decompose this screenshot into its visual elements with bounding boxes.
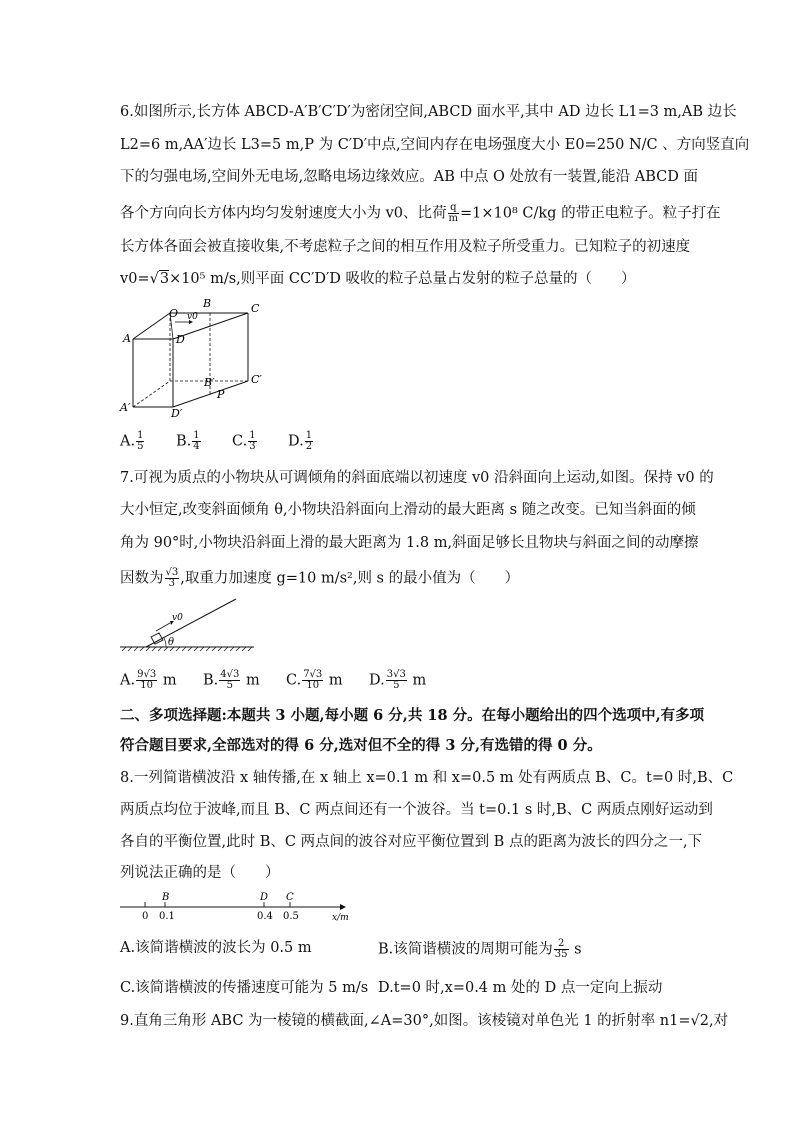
section-2-heading-line-1: 二、多项选择题:本题共 3 小题,每小题 6 分,共 18 分。在每小题给出的四个选项中,有多项 [120,707,705,724]
fraction-denominator: m [448,213,459,224]
point-label-C: C [286,892,294,903]
axis-label: x/m [332,913,349,923]
label-C: C [251,302,260,315]
label-O: O [169,307,179,320]
q8-line-4: 列说法正确的是（ ） [120,865,280,881]
q8-line-3: 各自的平衡位置,此时 B、C 两点间的波谷对应平衡位置到 B 点的距离为波长的四分之一,下 [120,834,703,850]
q7-line-4-text-a: 因数为 [120,570,164,587]
q7-option-a [120,670,177,691]
option-prefix: C. [232,433,248,450]
option-fraction [136,431,144,452]
tick-label-0-5: 0.5 [283,911,299,922]
q6-line-6: v0=√3×10⁵ m/s,则平面 CC′D′D 吸收的粒子总量占发射的粒子总量的（ ） [120,271,636,287]
q8-line-2: 两质点均位于波峰,而且 B、C 两点间还有一个波谷。当 t=0.1 s 时,B、C 两质点刚好运动到 [120,802,713,818]
option-prefix: D. [288,433,304,450]
q6-line-6-text-b: ×10⁵ m/s,则平面 CC′D′D 吸收的粒子总量占发射的粒子总量的（ ） [169,271,636,287]
q7-option-d [369,670,426,691]
option-prefix: B. [203,672,219,689]
x-axis-figure [118,889,368,923]
label-P: P [217,388,225,401]
q6-line-4 [120,202,721,224]
fraction-denominator: 3 [168,578,176,589]
label-theta: θ [168,637,175,648]
option-unit: m [412,672,427,689]
option-prefix: B. [176,433,192,450]
q8-option-d: D.t=0 时,x=0.4 m 处的 D 点一定向上振动 [378,980,663,996]
label-C-prime: C′ [251,373,262,386]
fraction-denominator: 5 [393,680,400,691]
option-fraction [219,670,240,691]
fraction-denominator: 10 [140,680,154,691]
tick-label-0-4: 0.4 [257,911,273,922]
q6-line-3: 下的匀强电场,空间外无电场,忽略电场边缘效应。AB 中点 O 处放有一装置,能沿 ABCD 面 [120,169,699,185]
q7-line-2: 大小恒定,改变斜面倾角 θ,小物块沿斜面向上滑动的最大距离 s 随之改变。已知当斜面的倾 [120,502,696,518]
option-unit: m [162,672,177,689]
option-prefix: C. [286,672,302,689]
fraction-denominator: 2 [305,441,313,452]
option-fraction [248,431,256,452]
fraction-numerator: 4√3 [220,669,240,680]
fraction-numerator: 1 [249,430,256,441]
fraction-numerator: 7√3 [303,669,323,680]
q6-option-d [288,431,314,452]
q6-line-5: 长方体各面会被直接收集,不考虑粒子之间的相互作用及粒子所受重力。已知粒子的初速度 [120,239,691,255]
fraction-numerator: 3√3 [386,669,406,680]
q7-line-1: 7.可视为质点的小物块从可调倾角的斜面底端以初速度 v0 沿斜面向上运动,如图。保持 v0 的 [120,470,714,486]
q6-option-a [120,431,145,452]
fraction-numerator: 2 [554,939,569,950]
cuboid-figure [115,295,275,420]
fraction-denominator: 10 [306,680,320,691]
tick-label-0: 0 [142,911,149,922]
option-fraction [386,670,407,691]
option-unit: m [245,672,260,689]
q8-option-c: C.该简谐横波的传播速度可能为 5 m/s [120,980,369,996]
label-v0: v0 [172,613,183,623]
option-unit: m [328,672,343,689]
label-B: B [203,297,212,310]
label-v0: v0 [187,312,198,322]
fraction-numerator: 1 [137,430,144,441]
q7-line-4 [120,568,680,589]
q6-line-4-text-a: 各个方向向长方体内均匀发射速度大小为 v0、比荷 [120,205,447,222]
section-2-heading-line-2: 符合题目要求,全部选对的得 6 分,选对但不全的得 3 分,有选错的得 0 分。 [120,737,602,754]
option-text: B.该简谐横波的周期可能为 [378,941,553,958]
option-fraction [302,670,323,691]
fraction-numerator: q [448,203,459,214]
option-prefix: A. [120,672,136,689]
period-fraction [554,939,569,960]
fraction-numerator: 9√3 [137,669,157,680]
option-unit: s [569,941,582,958]
q8-option-b [378,939,582,960]
fraction-numerator: 1 [305,430,313,441]
charge-mass-fraction [448,203,459,224]
q6-line-2: L2=6 m,AA′边长 L3=5 m,P 为 C′D′中点,空间内存在电场强度大小 E0=250 N/C 、方向竖直向 [120,137,750,153]
option-prefix: A. [120,433,136,450]
q6-option-c [232,431,258,452]
label-B-prime: B′ [204,376,215,389]
fraction-denominator: 3 [249,441,256,452]
label-A: A [123,332,131,345]
fraction-numerator: √3 [165,567,179,578]
q8-line-1: 8.一列简谐横波沿 x 轴传播,在 x 轴上 x=0.1 m 和 x=0.5 m 处有两质点 B、C。t=0 时,B、C [120,770,734,786]
q7-option-c [286,670,343,691]
q8-option-a: A.该简谐横波的波长为 0.5 m [120,940,312,956]
fraction-denominator: 4 [193,441,200,452]
option-fraction [192,431,200,452]
sqrt-radicand: 3 [159,271,170,287]
q9-line-1: 9.直角三角形 ABC 为一棱镜的横截面,∠A=30°,如图。该棱镜对单色光 1 的折射率 n1=√2,对 [120,1013,729,1029]
q7-line-4-text-b: ,取重力加速度 g=10 m/s²,则 s 的最小值为（ ） [180,570,520,587]
point-label-B: B [162,892,170,903]
friction-coefficient-fraction [165,568,180,589]
option-prefix: D. [369,672,385,689]
q6-option-b [176,431,202,452]
q6-line-1: 6.如图所示,长方体 ABCD-A′B′C′D′为密闭空间,ABCD 面水平,其中 AD 边长 L1=3 m,AB 边长 [120,104,737,120]
label-A-prime: A′ [120,401,131,414]
q7-line-3: 角为 90°时,小物块沿斜面上滑的最大距离为 1.8 m,斜面足够长且物块与斜面之间的动摩擦 [120,535,699,551]
fraction-denominator: 5 [226,680,233,691]
tick-label-0-1: 0.1 [159,911,175,922]
fraction-denominator: 35 [554,949,568,960]
label-D-prime: D′ [171,407,183,420]
label-D: D [176,333,185,346]
q6-line-6-text-a: v0= [120,271,150,287]
point-label-D: D [260,892,269,903]
incline-figure [118,595,258,655]
q7-option-b [203,670,260,691]
q6-line-4-text-b: =1×10⁸ C/kg 的带正电粒子。粒子打在 [460,205,721,222]
option-fraction [305,431,313,452]
option-fraction [136,670,157,691]
fraction-denominator: 5 [137,441,144,452]
fraction-numerator: 1 [193,430,200,441]
